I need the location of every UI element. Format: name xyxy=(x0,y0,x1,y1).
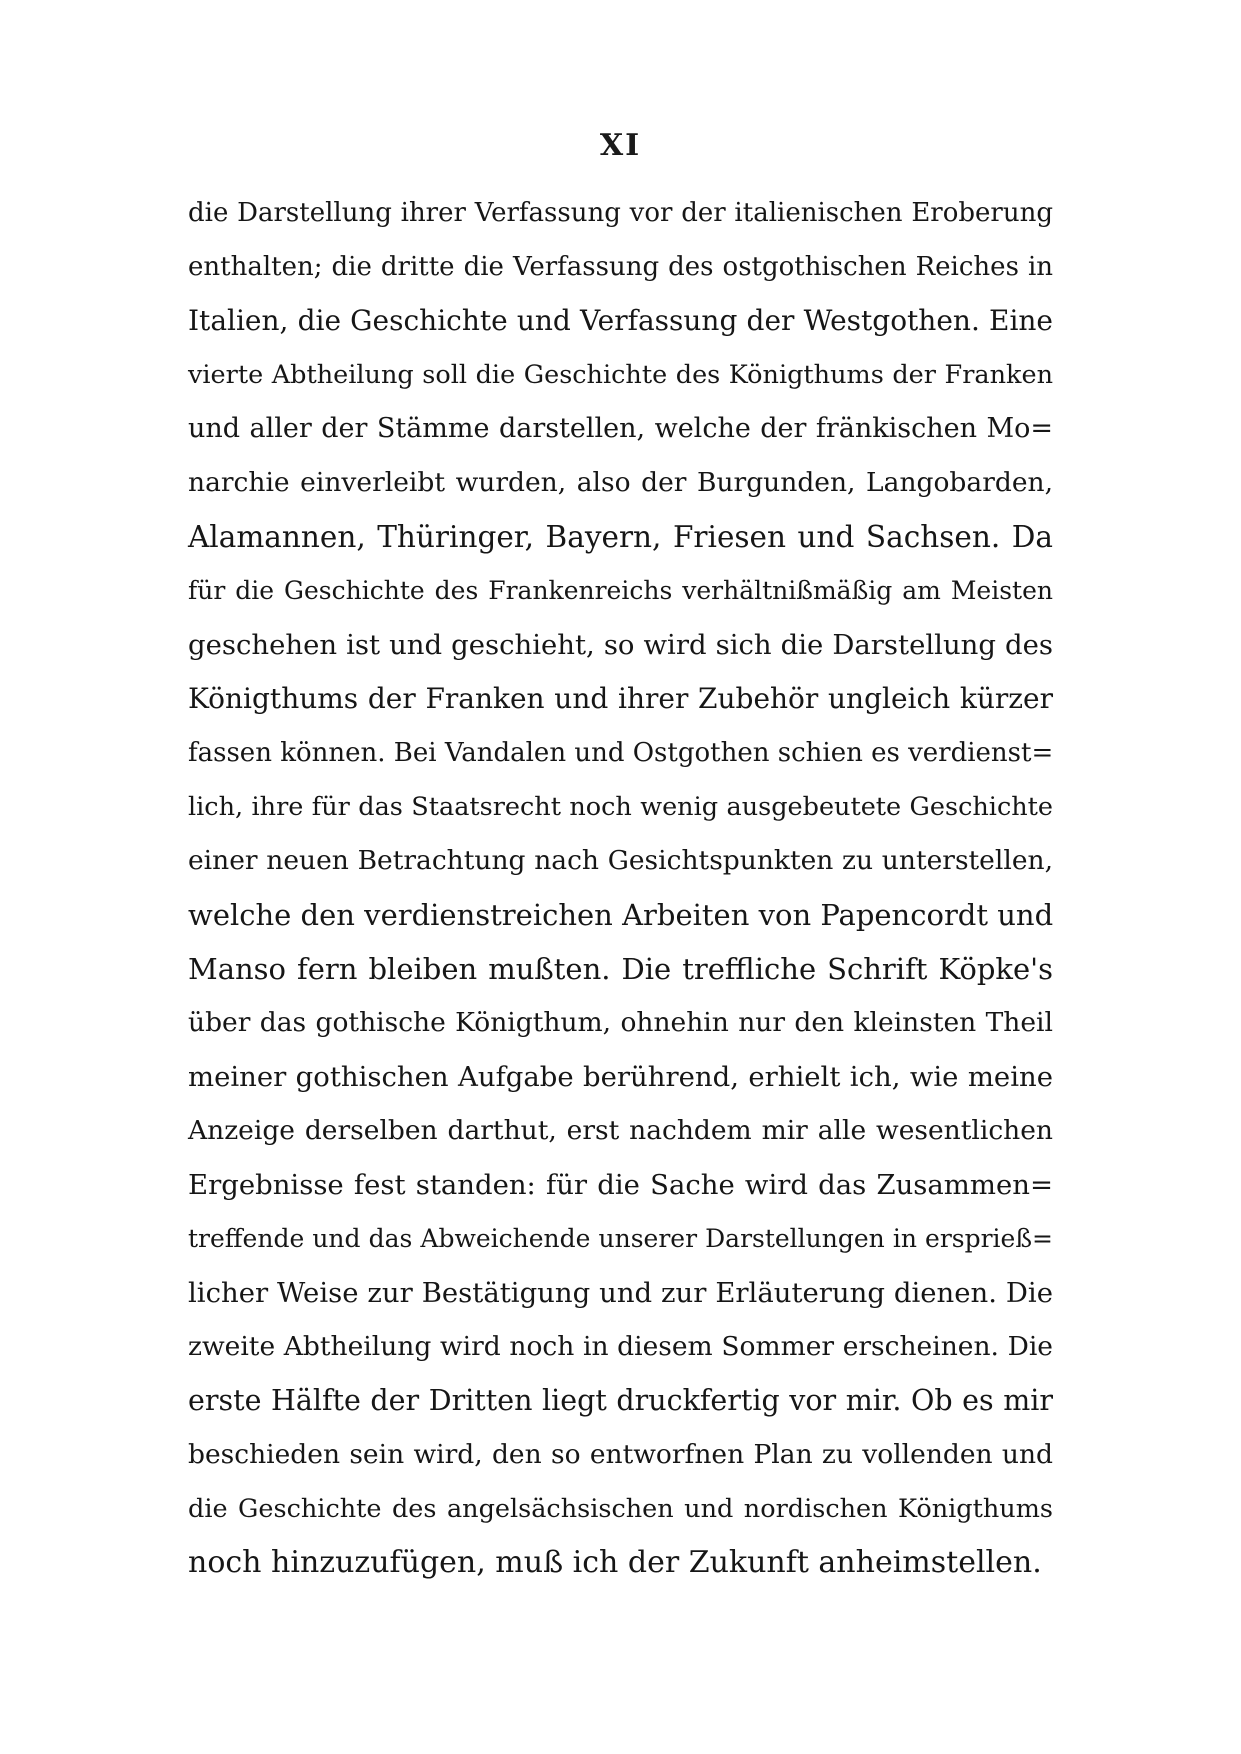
text-line: licher Weise zur Bestätigung und zur Erläuterung dienen. Die xyxy=(188,1277,1053,1309)
text-line: zweite Abtheilung wird noch in diesem Sommer erscheinen. Die xyxy=(188,1331,1053,1362)
text-line: Manso fern bleiben mußten. Die treffliche Schrift Köpke's xyxy=(188,952,1053,986)
text-line: treffende und das Abweichende unserer Darstellungen in ersprieß= xyxy=(188,1224,1053,1253)
text-line: Ergebnisse fest standen: für die Sache wird das Zusammen= xyxy=(188,1169,1053,1201)
text-line: Anzeige derselben darthut, erst nachdem mir alle wesentlichen xyxy=(188,1115,1053,1146)
text-line: Königthums der Franken und ihrer Zubehör ungleich kürzer xyxy=(188,682,1053,715)
text-line: für die Geschichte des Frankenreichs verhältnißmäßig am Meisten xyxy=(188,576,1053,605)
text-line: beschieden sein wird, den so entworfnen Plan zu vollenden und xyxy=(188,1439,1053,1470)
text-line: und aller der Stämme darstellen, welche der fränkischen Mo= xyxy=(188,413,1053,444)
text-line: die Geschichte des angelsächsischen und nordischen Königthums xyxy=(188,1494,1053,1524)
text-line: die Darstellung ihrer Verfassung vor der italienischen Eroberung xyxy=(188,198,1053,228)
text-line: über das gothische Königthum, ohnehin nur den kleinsten Theil xyxy=(188,1007,1053,1038)
text-line: welche den verdienstreichen Arbeiten von Papencordt und xyxy=(188,898,1054,932)
text-line: einer neuen Betrachtung nach Gesichtspunkten zu unterstellen, xyxy=(188,845,1053,876)
text-line: lich, ihre für das Staatsrecht noch wenig ausgebeutete Geschichte xyxy=(188,792,1053,822)
text-line: enthalten; die dritte die Verfassung des ostgothischen Reiches in xyxy=(188,252,1053,282)
text-line: Italien, die Geschichte und Verfassung der Westgothen. Eine xyxy=(188,304,1053,337)
text-line: Alamannen, Thüringer, Bayern, Friesen und Sachsen. Da xyxy=(188,520,1053,554)
text-line: meiner gothischen Aufgabe berührend, erhielt ich, wie meine xyxy=(188,1061,1053,1093)
page-number: XI xyxy=(599,128,642,163)
text-line: narchie einverleibt wurden, also der Burgunden, Langobarden, xyxy=(188,467,1053,498)
text-line: noch hinzuzufügen, muß ich der Zukunft anheimstellen. xyxy=(188,1545,1042,1580)
body-text xyxy=(188,186,1053,1590)
text-line: fassen können. Bei Vandalen und Ostgothen schien es verdienst= xyxy=(188,738,1054,768)
text-line: geschehen ist und geschieht, so wird sich die Darstellung des xyxy=(188,629,1053,661)
text-line: erste Hälfte der Dritten liegt druckfertig vor mir. Ob es mir xyxy=(188,1384,1053,1417)
text-line: vierte Abtheilung soll die Geschichte des Königthums der Franken xyxy=(188,360,1053,390)
